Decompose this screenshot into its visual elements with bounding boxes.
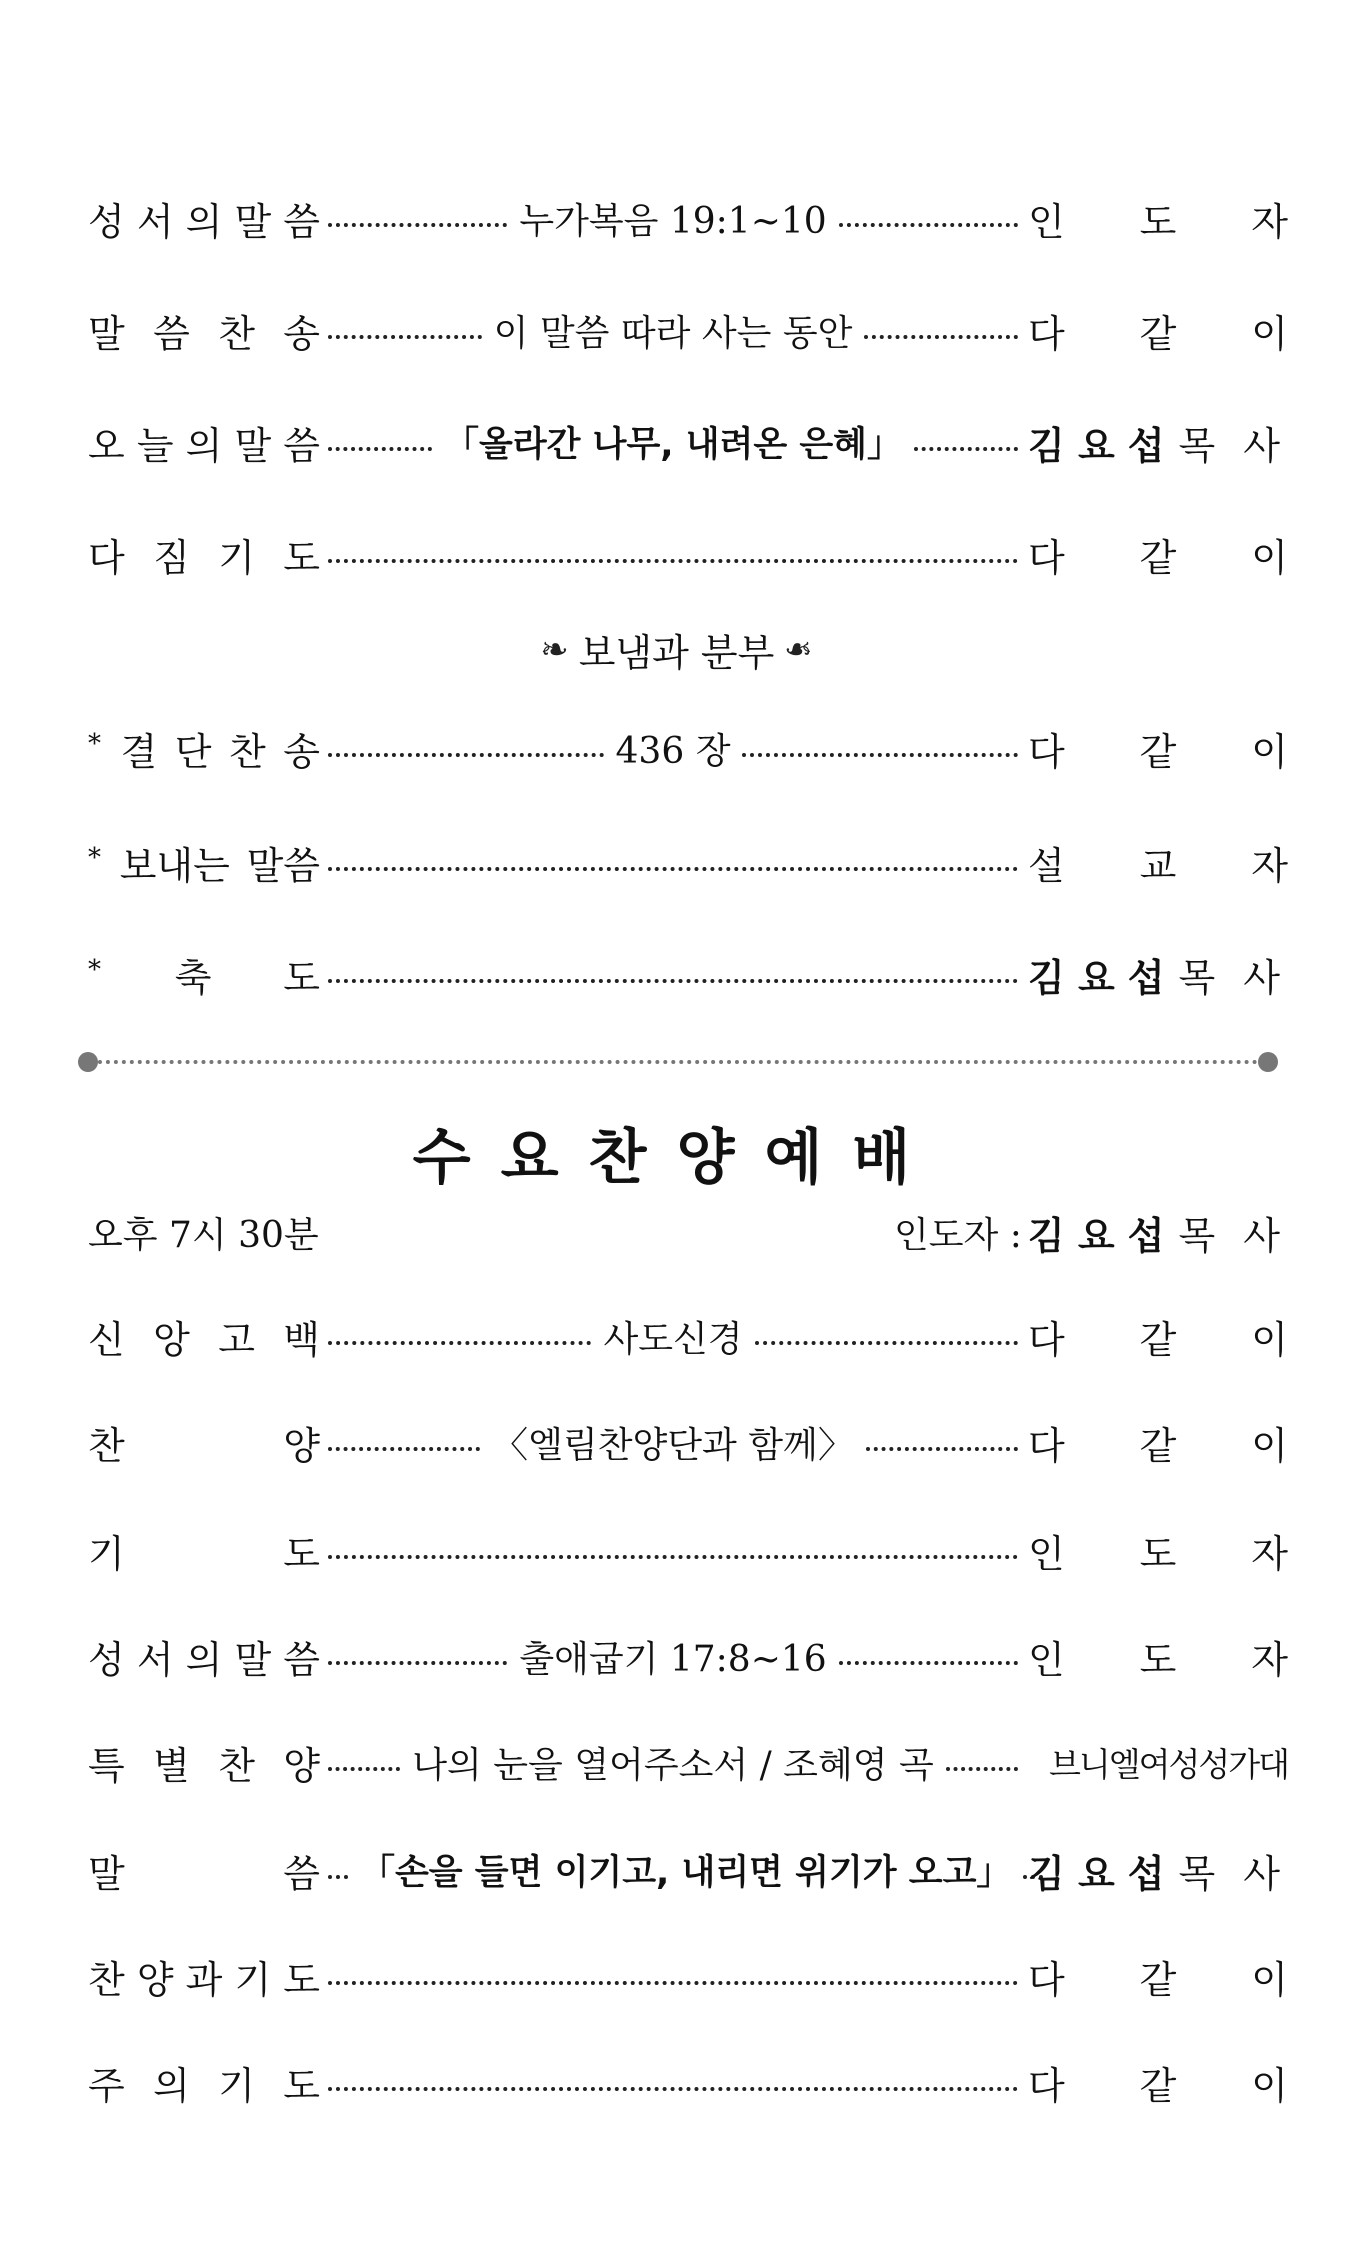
program-role	[1028, 1629, 1288, 1684]
role-text: 김 요 섭	[1028, 1851, 1165, 1896]
section-divider	[78, 1052, 1278, 1072]
program-role	[1028, 303, 1288, 358]
role-text: 자	[1251, 843, 1288, 888]
program-row	[88, 716, 1288, 780]
role-text: 김 요 섭	[1028, 423, 1165, 468]
program-leader-line	[328, 1541, 1018, 1559]
label-char: 보내는	[119, 843, 230, 888]
label-char: 단	[174, 729, 212, 774]
right-ornament-icon: ❧	[784, 629, 813, 670]
label-char: 찬	[229, 729, 266, 774]
program-content: 나의 눈을 열어주소서 / 조혜영 곡	[412, 1744, 934, 1786]
program-row	[88, 410, 1288, 474]
role-text: 다	[1028, 311, 1065, 356]
label-char: 말	[234, 1637, 272, 1682]
role-text: 도	[1139, 199, 1177, 244]
program-leader-line	[328, 1631, 1018, 1682]
label-char: 말	[234, 199, 272, 244]
role-text: 같	[1139, 311, 1177, 356]
program-row	[88, 1838, 1288, 1902]
section-heading	[0, 622, 1353, 677]
role-text: 교	[1139, 843, 1177, 888]
program-label	[88, 1309, 320, 1364]
program-row	[88, 830, 1288, 894]
program-row	[88, 522, 1288, 586]
program-row	[88, 942, 1288, 1006]
program-role	[1028, 835, 1288, 890]
label-char: 도	[283, 955, 320, 1000]
program-leader-line	[328, 1845, 1018, 1895]
program-content: 「손을 들면 이기고, 내리면 위기가 오고」	[360, 1853, 1012, 1893]
label-char: 서	[136, 199, 174, 244]
program-leader-line	[328, 1311, 1018, 1362]
label-char: 말	[234, 423, 272, 468]
label-char: 앙	[153, 1317, 190, 1362]
section-heading-text: 보냄과 분부	[578, 631, 775, 675]
label-char: 기	[218, 2063, 255, 2108]
label-char: 결	[120, 729, 158, 774]
program-row	[88, 1730, 1288, 1794]
label-char: 찬	[218, 311, 255, 356]
label-char: 기	[218, 535, 255, 580]
program-role	[1028, 1309, 1288, 1364]
role-text: 다	[1028, 729, 1065, 774]
program-content: 〈엘림찬양단과 함께〉	[492, 1424, 854, 1466]
role-text: 브니엘여성성가대	[1048, 1744, 1288, 1784]
program-label	[88, 721, 320, 776]
program-row	[88, 1944, 1288, 2008]
role-text: 도	[1139, 1531, 1177, 1576]
label-char: 씀	[283, 423, 320, 468]
program-role	[1028, 1949, 1288, 2004]
standing-mark: *	[88, 842, 101, 873]
role-text: 다	[1028, 1423, 1065, 1468]
role-text: 같	[1139, 1957, 1177, 2002]
program-row	[88, 298, 1288, 362]
label-char: 기	[234, 1957, 272, 2002]
label-char: 찬	[88, 1957, 125, 2002]
program-label	[88, 1415, 320, 1470]
standing-mark: *	[88, 954, 101, 985]
program-role	[1028, 2055, 1288, 2110]
role-text: 목 사	[1178, 1851, 1288, 1896]
label-char: 의	[185, 1637, 223, 1682]
program-leader-line	[328, 545, 1018, 563]
program-content: 누가복음 19:1~10	[519, 200, 827, 242]
program-row	[88, 1624, 1288, 1688]
label-char: 기	[88, 1531, 125, 1576]
label-char: 도	[283, 2063, 320, 2108]
label-char: 의	[185, 199, 223, 244]
label-char: 씀	[283, 1851, 320, 1896]
program-label	[88, 303, 320, 358]
program-leader-line	[328, 1417, 1018, 1468]
leader-name: 김 요 섭	[1027, 1213, 1165, 1258]
program-label	[88, 1523, 320, 1578]
label-char: 오	[88, 423, 125, 468]
role-text: 목 사	[1178, 955, 1288, 1000]
program-content: 출애굽기 17:8~16	[519, 1638, 827, 1680]
label-char: 신	[88, 1317, 125, 1362]
program-role	[1028, 1415, 1288, 1470]
program-leader-line	[328, 2073, 1018, 2091]
label-char: 성	[88, 1637, 125, 1682]
standing-mark: *	[88, 728, 101, 759]
program-label	[88, 2055, 320, 2110]
program-leader-line	[328, 1737, 1018, 1788]
program-leader-line	[328, 305, 1018, 356]
label-char: 말씀	[246, 843, 320, 888]
program-label	[88, 527, 320, 582]
program-content: 「올라간 나무, 내려온 은혜」	[444, 425, 902, 465]
label-char: 주	[88, 2063, 125, 2108]
left-ornament-icon: ❧	[540, 629, 569, 670]
role-text: 이	[1251, 729, 1288, 774]
role-text: 다	[1028, 1317, 1065, 1362]
label-char: 양	[283, 1743, 320, 1788]
program-label	[88, 1735, 320, 1790]
program-label	[88, 947, 320, 1002]
label-char: 짐	[153, 535, 190, 580]
label-char: 서	[136, 1637, 174, 1682]
divider-dot-left	[78, 1052, 98, 1072]
label-char: 특	[88, 1743, 125, 1788]
role-text: 설	[1028, 843, 1065, 888]
label-char: 말	[88, 1851, 125, 1896]
program-content: 이 말씀 따라 사는 동안	[493, 312, 853, 354]
label-char: 성	[88, 199, 125, 244]
program-leader-line	[328, 965, 1018, 983]
role-text: 이	[1251, 535, 1288, 580]
service-info	[88, 1200, 1288, 1264]
role-text: 같	[1139, 535, 1177, 580]
role-text: 이	[1251, 1317, 1288, 1362]
label-char: 의	[153, 2063, 190, 2108]
label-char: 양	[136, 1957, 174, 2002]
program-row	[88, 1304, 1288, 1368]
role-text: 이	[1251, 311, 1288, 356]
leader-label: 인도자 :	[894, 1214, 1022, 1256]
program-row	[88, 1518, 1288, 1582]
service-time: 오후 7시 30분	[88, 1214, 319, 1256]
role-text: 인	[1028, 1531, 1065, 1576]
program-role	[1028, 527, 1288, 582]
label-char: 씀	[283, 199, 320, 244]
label-char: 다	[88, 535, 125, 580]
program-row	[88, 1410, 1288, 1474]
label-char: 과	[185, 1957, 223, 2002]
label-char: 찬	[88, 1423, 125, 1468]
program-label	[88, 1843, 320, 1898]
label-char: 도	[283, 1957, 320, 2002]
program-role	[1028, 721, 1288, 776]
label-char: 씀	[283, 1637, 320, 1682]
label-char: 백	[283, 1317, 320, 1362]
role-text: 이	[1251, 1423, 1288, 1468]
role-text: 다	[1028, 535, 1065, 580]
role-text: 도	[1139, 1637, 1177, 1682]
role-text: 자	[1251, 199, 1288, 244]
program-label	[88, 1629, 320, 1684]
label-char: 말	[88, 311, 125, 356]
program-role	[1028, 1843, 1288, 1898]
role-text: 인	[1028, 1637, 1065, 1682]
role-text: 자	[1251, 1531, 1288, 1576]
program-label	[88, 1949, 320, 2004]
service-title: 수요찬양예배	[412, 1123, 941, 1193]
program-label	[88, 191, 320, 246]
program-content: 436 장	[615, 730, 731, 772]
role-text: 같	[1139, 729, 1177, 774]
program-role	[1028, 191, 1288, 246]
program-leader-line	[328, 193, 1018, 244]
role-text: 인	[1028, 199, 1065, 244]
label-char: 늘	[136, 423, 174, 468]
program-role	[1028, 415, 1288, 470]
label-char: 고	[218, 1317, 255, 1362]
role-text: 다	[1028, 1957, 1065, 2002]
label-char: 씀	[153, 311, 190, 356]
label-char: 별	[153, 1743, 190, 1788]
label-char: 도	[283, 535, 320, 580]
role-text: 다	[1028, 2063, 1065, 2108]
label-char: 양	[283, 1423, 320, 1468]
label-char: 송	[283, 729, 320, 774]
program-label	[88, 835, 320, 890]
program-content: 사도신경	[603, 1318, 743, 1360]
service-leader	[894, 1205, 1288, 1260]
label-char: 의	[185, 423, 223, 468]
program-leader-line	[328, 417, 1018, 467]
leader-title: 목 사	[1178, 1213, 1288, 1258]
role-text: 같	[1139, 1317, 1177, 1362]
program-row	[88, 186, 1288, 250]
program-leader-line	[328, 723, 1018, 774]
program-leader-line	[328, 1967, 1018, 1985]
divider-dot-right	[1258, 1052, 1278, 1072]
program-row	[88, 2050, 1288, 2114]
role-text: 김 요 섭	[1028, 955, 1165, 1000]
program-role	[1028, 1739, 1288, 1786]
role-text: 목 사	[1178, 423, 1288, 468]
label-char: 도	[283, 1531, 320, 1576]
role-text: 이	[1251, 1957, 1288, 2002]
label-char: 축	[174, 955, 212, 1000]
role-text: 자	[1251, 1637, 1288, 1682]
program-role	[1028, 1523, 1288, 1578]
program-label	[88, 415, 320, 470]
label-char: 찬	[218, 1743, 255, 1788]
program-leader-line	[328, 853, 1018, 871]
role-text: 같	[1139, 2063, 1177, 2108]
role-text: 이	[1251, 2063, 1288, 2108]
label-char: 송	[283, 311, 320, 356]
role-text: 같	[1139, 1423, 1177, 1468]
program-role	[1028, 947, 1288, 1002]
